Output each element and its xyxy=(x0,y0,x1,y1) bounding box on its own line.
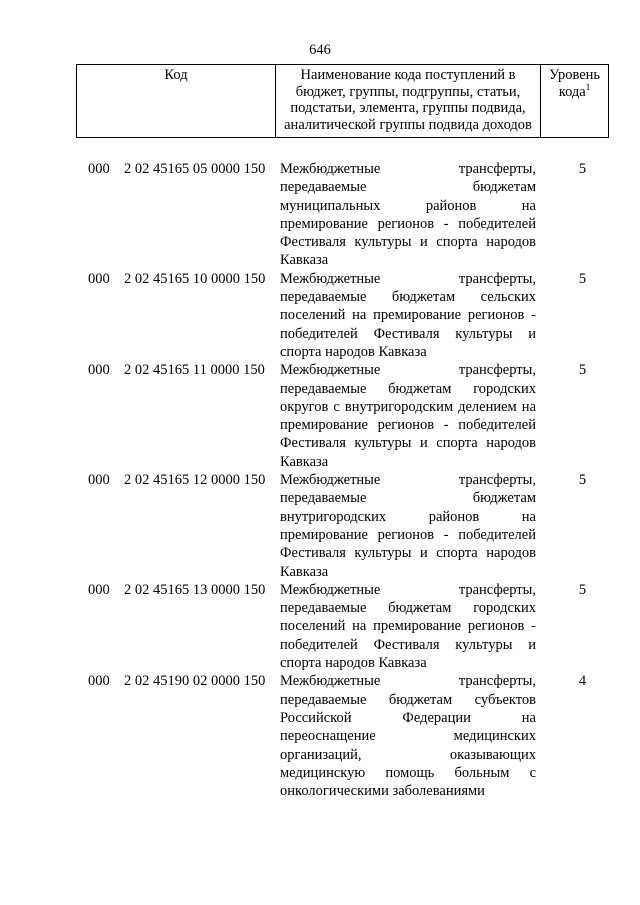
row-level: 4 xyxy=(578,673,587,690)
row-level: 5 xyxy=(578,270,587,287)
table-body xyxy=(76,160,609,800)
row-income-name: Межбюджетные трансферты, передаваемые бюджетам муниципальных районов на премирование регионов - победителей Фестиваля культуры и спорта народов Кавказа xyxy=(280,161,536,269)
header-level xyxy=(540,65,608,137)
row-income-name: Межбюджетные трансферты, передаваемые бюджетам сельских поселений на премирование регионов - победителей Фестиваля культуры и спорта народов Кавказа xyxy=(280,270,536,360)
row-income-name: Межбюджетные трансферты, передаваемые бюджетам внутригородских районов на премирование регионов - победителей Фестиваля культуры и спорта народов Кавказа xyxy=(280,472,536,580)
row-admin-code: 000 xyxy=(88,472,110,489)
table-row xyxy=(76,160,609,270)
row-income-code: 2 02 45165 12 0000 150 xyxy=(124,472,266,489)
row-admin-code: 000 xyxy=(88,581,110,598)
row-level: 5 xyxy=(578,161,587,177)
row-income-code: 2 02 45165 11 0000 150 xyxy=(124,362,265,379)
table-row xyxy=(76,471,609,581)
table-row xyxy=(76,361,609,471)
header-name: Наименование кода поступлений в бюджет, группы, подгруппы, статьи, подстатьи, элемента, группы подвида, аналитической группы подвида доходов xyxy=(275,65,540,137)
row-admin-code: 000 xyxy=(88,673,110,690)
row-level: 5 xyxy=(578,472,587,489)
row-income-code: 2 02 45165 10 0000 150 xyxy=(124,270,266,287)
header-level-footnote: 1 xyxy=(585,81,591,92)
row-level: 5 xyxy=(578,362,587,379)
row-income-name: Межбюджетные трансферты, передаваемые бюджетам городских округов с внутригородским делением на премирование регионов - победителей Фестиваля культуры и спорта народов Кавказа xyxy=(280,362,536,470)
row-income-name: Межбюджетные трансферты, передаваемые бюджетам субъектов Российской Федерации на переоснащение медицинских организаций, оказывающих медицинскую помощь больным с онкологическими заболеваниями xyxy=(280,673,536,800)
row-admin-code: 000 xyxy=(88,270,110,287)
row-income-code: 2 02 45165 05 0000 150 xyxy=(124,161,266,177)
page-number: 646 xyxy=(309,42,331,58)
row-income-name: Межбюджетные трансферты, передаваемые бюджетам городских поселений на премирование регионов - победителей Фестиваля культуры и спорта народов Кавказа xyxy=(280,581,536,672)
table-row xyxy=(76,672,609,800)
row-income-code: 2 02 45165 13 0000 150 xyxy=(124,581,266,598)
table-header xyxy=(76,64,609,138)
header-level-label: Уровень кода xyxy=(548,67,601,100)
header-code: Код xyxy=(164,67,188,83)
row-level: 5 xyxy=(578,581,587,598)
table-row xyxy=(76,270,609,361)
row-income-code: 2 02 45190 02 0000 150 xyxy=(124,673,266,690)
row-admin-code: 000 xyxy=(88,362,110,379)
table-row xyxy=(76,581,609,672)
row-admin-code: 000 xyxy=(88,161,110,177)
